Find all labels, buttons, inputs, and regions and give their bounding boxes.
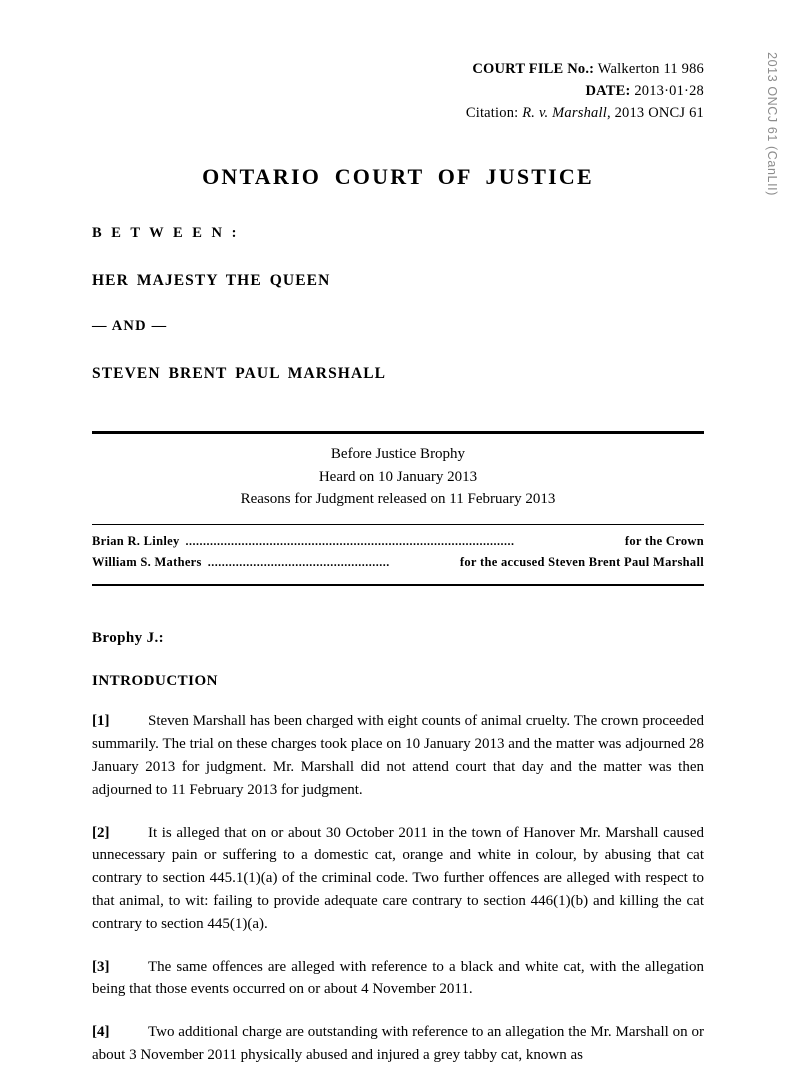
paragraph bbox=[92, 822, 704, 936]
citation-label: Citation: bbox=[465, 105, 519, 122]
counsel-list bbox=[92, 525, 704, 578]
hearing-info bbox=[92, 434, 704, 516]
paragraph-text: It is alleged that on or about 30 October 2011 in the town of Hanover Mr. Marshall caused unnecessary pain or suffering to a domestic cat, orange and white in colour, by abusing that cat contrary to section 445.1(1)(a) of the criminal code. Two further offences are alleged with respect to that animal, to wit: failing to provide adequate care contrary to section 446(1)(b) and killing the cat contrary to section 445(1)(a). bbox=[92, 824, 704, 932]
date-line bbox=[92, 80, 704, 102]
document-content bbox=[92, 58, 704, 1067]
divider-bottom bbox=[92, 584, 704, 586]
paragraph-number: [1] bbox=[92, 713, 110, 730]
counsel-row bbox=[92, 531, 704, 553]
hearing-released: Reasons for Judgment released on 11 February 2013 bbox=[240, 491, 556, 508]
party-crown: HER MAJESTY THE QUEEN bbox=[92, 272, 331, 290]
paragraph bbox=[92, 1021, 704, 1067]
paragraph-number: [3] bbox=[92, 958, 110, 975]
counsel-dot-leader: .................................................... bbox=[207, 555, 390, 570]
paragraph bbox=[92, 956, 704, 1002]
court-title: ONTARIO COURT OF JUSTICE bbox=[202, 164, 594, 190]
court-file-line bbox=[92, 58, 704, 80]
paragraph-number: [2] bbox=[92, 824, 110, 841]
counsel-name: William S. Mathers bbox=[92, 555, 202, 570]
counsel-name: Brian R. Linley bbox=[92, 533, 180, 548]
date-label: DATE: bbox=[585, 83, 631, 100]
court-file-value: Walkerton 11 986 bbox=[597, 61, 704, 77]
paragraph-text: Steven Marshall has been charged with eight counts of animal cruelty. The crown proceeded summarily. The trial on these charges took place on 10 January 2013 and the matter was adjourned 28 January 2013 for judgment. Mr. Marshall did not attend court that day and the matter was then adjourned to 11 February 2013 for judgment. bbox=[92, 713, 704, 798]
counsel-role: for the Crown bbox=[624, 533, 704, 548]
citation-reference: , 2013 ONCJ 61 bbox=[606, 105, 704, 122]
counsel-dot-leader: .............................................................................................. bbox=[185, 533, 515, 548]
section-heading-introduction: INTRODUCTION bbox=[92, 673, 219, 690]
hearing-before: Before Justice Brophy bbox=[330, 446, 466, 463]
canlii-watermark: 2013 ONCJ 61 (CanLII) bbox=[765, 52, 779, 196]
citation-case-name: R. v. Marshall bbox=[522, 105, 607, 122]
paragraph-text: The same offences are alleged with reference to a black and white cat, with the allegation being that those events occurred on or about 4 November 2011. bbox=[92, 958, 704, 998]
between-label: B E T W E E N : bbox=[92, 225, 240, 242]
date-value: 2013·01·28 bbox=[634, 83, 704, 100]
paragraph-text: Two additional charge are outstanding with reference to an allegation the Mr. Marshall on or about 3 November 2011 physically abused and injured a grey tabby cat, known as bbox=[92, 1024, 704, 1063]
judge-name: Brophy J.: bbox=[92, 630, 165, 647]
paragraph bbox=[92, 710, 704, 801]
hearing-heard: Heard on 10 January 2013 bbox=[318, 468, 478, 485]
counsel-role: for the accused Steven Brent Paul Marshall bbox=[459, 555, 704, 570]
court-file-label: COURT FILE No.: bbox=[472, 61, 595, 77]
party-accused: STEVEN BRENT PAUL MARSHALL bbox=[92, 365, 387, 383]
document-header bbox=[92, 58, 704, 124]
citation-line bbox=[92, 102, 704, 124]
counsel-row bbox=[92, 552, 704, 574]
paragraph-number: [4] bbox=[92, 1024, 110, 1041]
party-separator: — AND — bbox=[92, 318, 168, 335]
